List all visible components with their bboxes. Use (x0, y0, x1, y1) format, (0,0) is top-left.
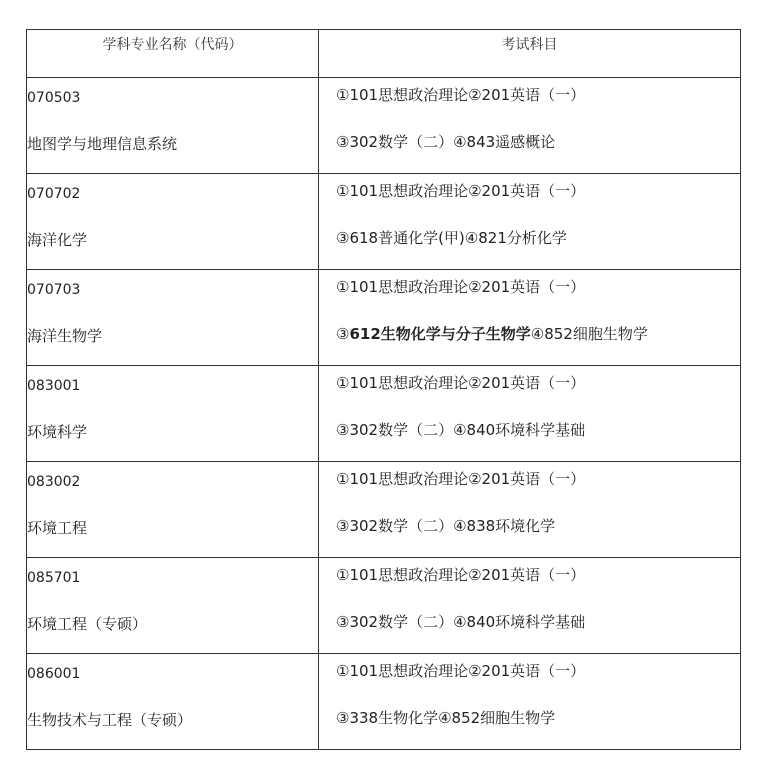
table-row (27, 78, 741, 174)
subjects-line-1: ①101思想政治理论②201英语（一） (336, 86, 586, 104)
major-cell (27, 78, 319, 174)
major-name: 环境工程（专硕） (27, 615, 148, 633)
subjects-cell (319, 558, 741, 654)
subjects-cell (319, 462, 741, 558)
major-code: 070702 (27, 186, 81, 202)
major-cell (27, 558, 319, 654)
major-code: 086001 (27, 666, 81, 682)
major-code: 083002 (27, 474, 81, 490)
subjects-line-2-prefix: ③618普通化学(甲)④821分析化学 (336, 229, 567, 247)
subjects-line-1: ①101思想政治理论②201英语（一） (336, 662, 586, 680)
major-code: 070703 (27, 282, 81, 298)
subjects-line-2 (336, 228, 740, 248)
major-cell (27, 366, 319, 462)
subjects-cell (319, 654, 741, 750)
subjects-line-2-prefix: ③ (336, 325, 350, 343)
major-cell (27, 174, 319, 270)
major-code: 083001 (27, 378, 81, 394)
table-row (27, 558, 741, 654)
subjects-line-2 (336, 324, 740, 344)
subjects-line-2 (336, 420, 740, 440)
subjects-line-2 (336, 708, 740, 728)
subjects-line-1: ①101思想政治理论②201英语（一） (336, 278, 586, 296)
header-subjects: 考试科目 (319, 30, 741, 78)
subjects-line-1: ①101思想政治理论②201英语（一） (336, 182, 586, 200)
major-cell (27, 270, 319, 366)
subjects-line-2-bold: 612生物化学与分子生物学 (349, 325, 531, 343)
table-row (27, 270, 741, 366)
header-major: 学科专业名称（代码） (27, 30, 319, 78)
major-name: 环境科学 (27, 423, 88, 441)
major-name: 海洋生物学 (27, 327, 103, 345)
major-code: 085701 (27, 570, 81, 586)
exam-subjects-table (26, 29, 741, 750)
major-cell (27, 462, 319, 558)
subjects-cell (319, 366, 741, 462)
subjects-line-1: ①101思想政治理论②201英语（一） (336, 374, 586, 392)
major-name: 海洋化学 (27, 231, 88, 249)
subjects-line-1: ①101思想政治理论②201英语（一） (336, 566, 586, 584)
subjects-cell (319, 174, 741, 270)
major-name: 生物技术与工程（专硕） (27, 711, 193, 729)
subjects-line-1: ①101思想政治理论②201英语（一） (336, 470, 586, 488)
subjects-line-2-prefix: ③302数学（二）④840环境科学基础 (336, 421, 586, 439)
subjects-line-2 (336, 132, 740, 152)
table-row (27, 174, 741, 270)
major-name: 环境工程 (27, 519, 88, 537)
table-row (27, 462, 741, 558)
major-name: 地图学与地理信息系统 (27, 135, 178, 153)
subjects-line-2-prefix: ③338生物化学④852细胞生物学 (336, 709, 556, 727)
subjects-line-2 (336, 516, 740, 536)
subjects-line-2-prefix: ③302数学（二）④843遥感概论 (336, 133, 556, 151)
subjects-cell (319, 78, 741, 174)
subjects-cell (319, 270, 741, 366)
major-code: 070503 (27, 90, 81, 106)
subjects-line-2-prefix: ③302数学（二）④838环境化学 (336, 517, 556, 535)
subjects-line-2-prefix: ③302数学（二）④840环境科学基础 (336, 613, 586, 631)
subjects-line-2-suffix: ④852细胞生物学 (530, 325, 648, 343)
table-header-row (27, 30, 741, 78)
subjects-line-2 (336, 612, 740, 632)
major-cell (27, 654, 319, 750)
table-row (27, 654, 741, 750)
table-row (27, 366, 741, 462)
